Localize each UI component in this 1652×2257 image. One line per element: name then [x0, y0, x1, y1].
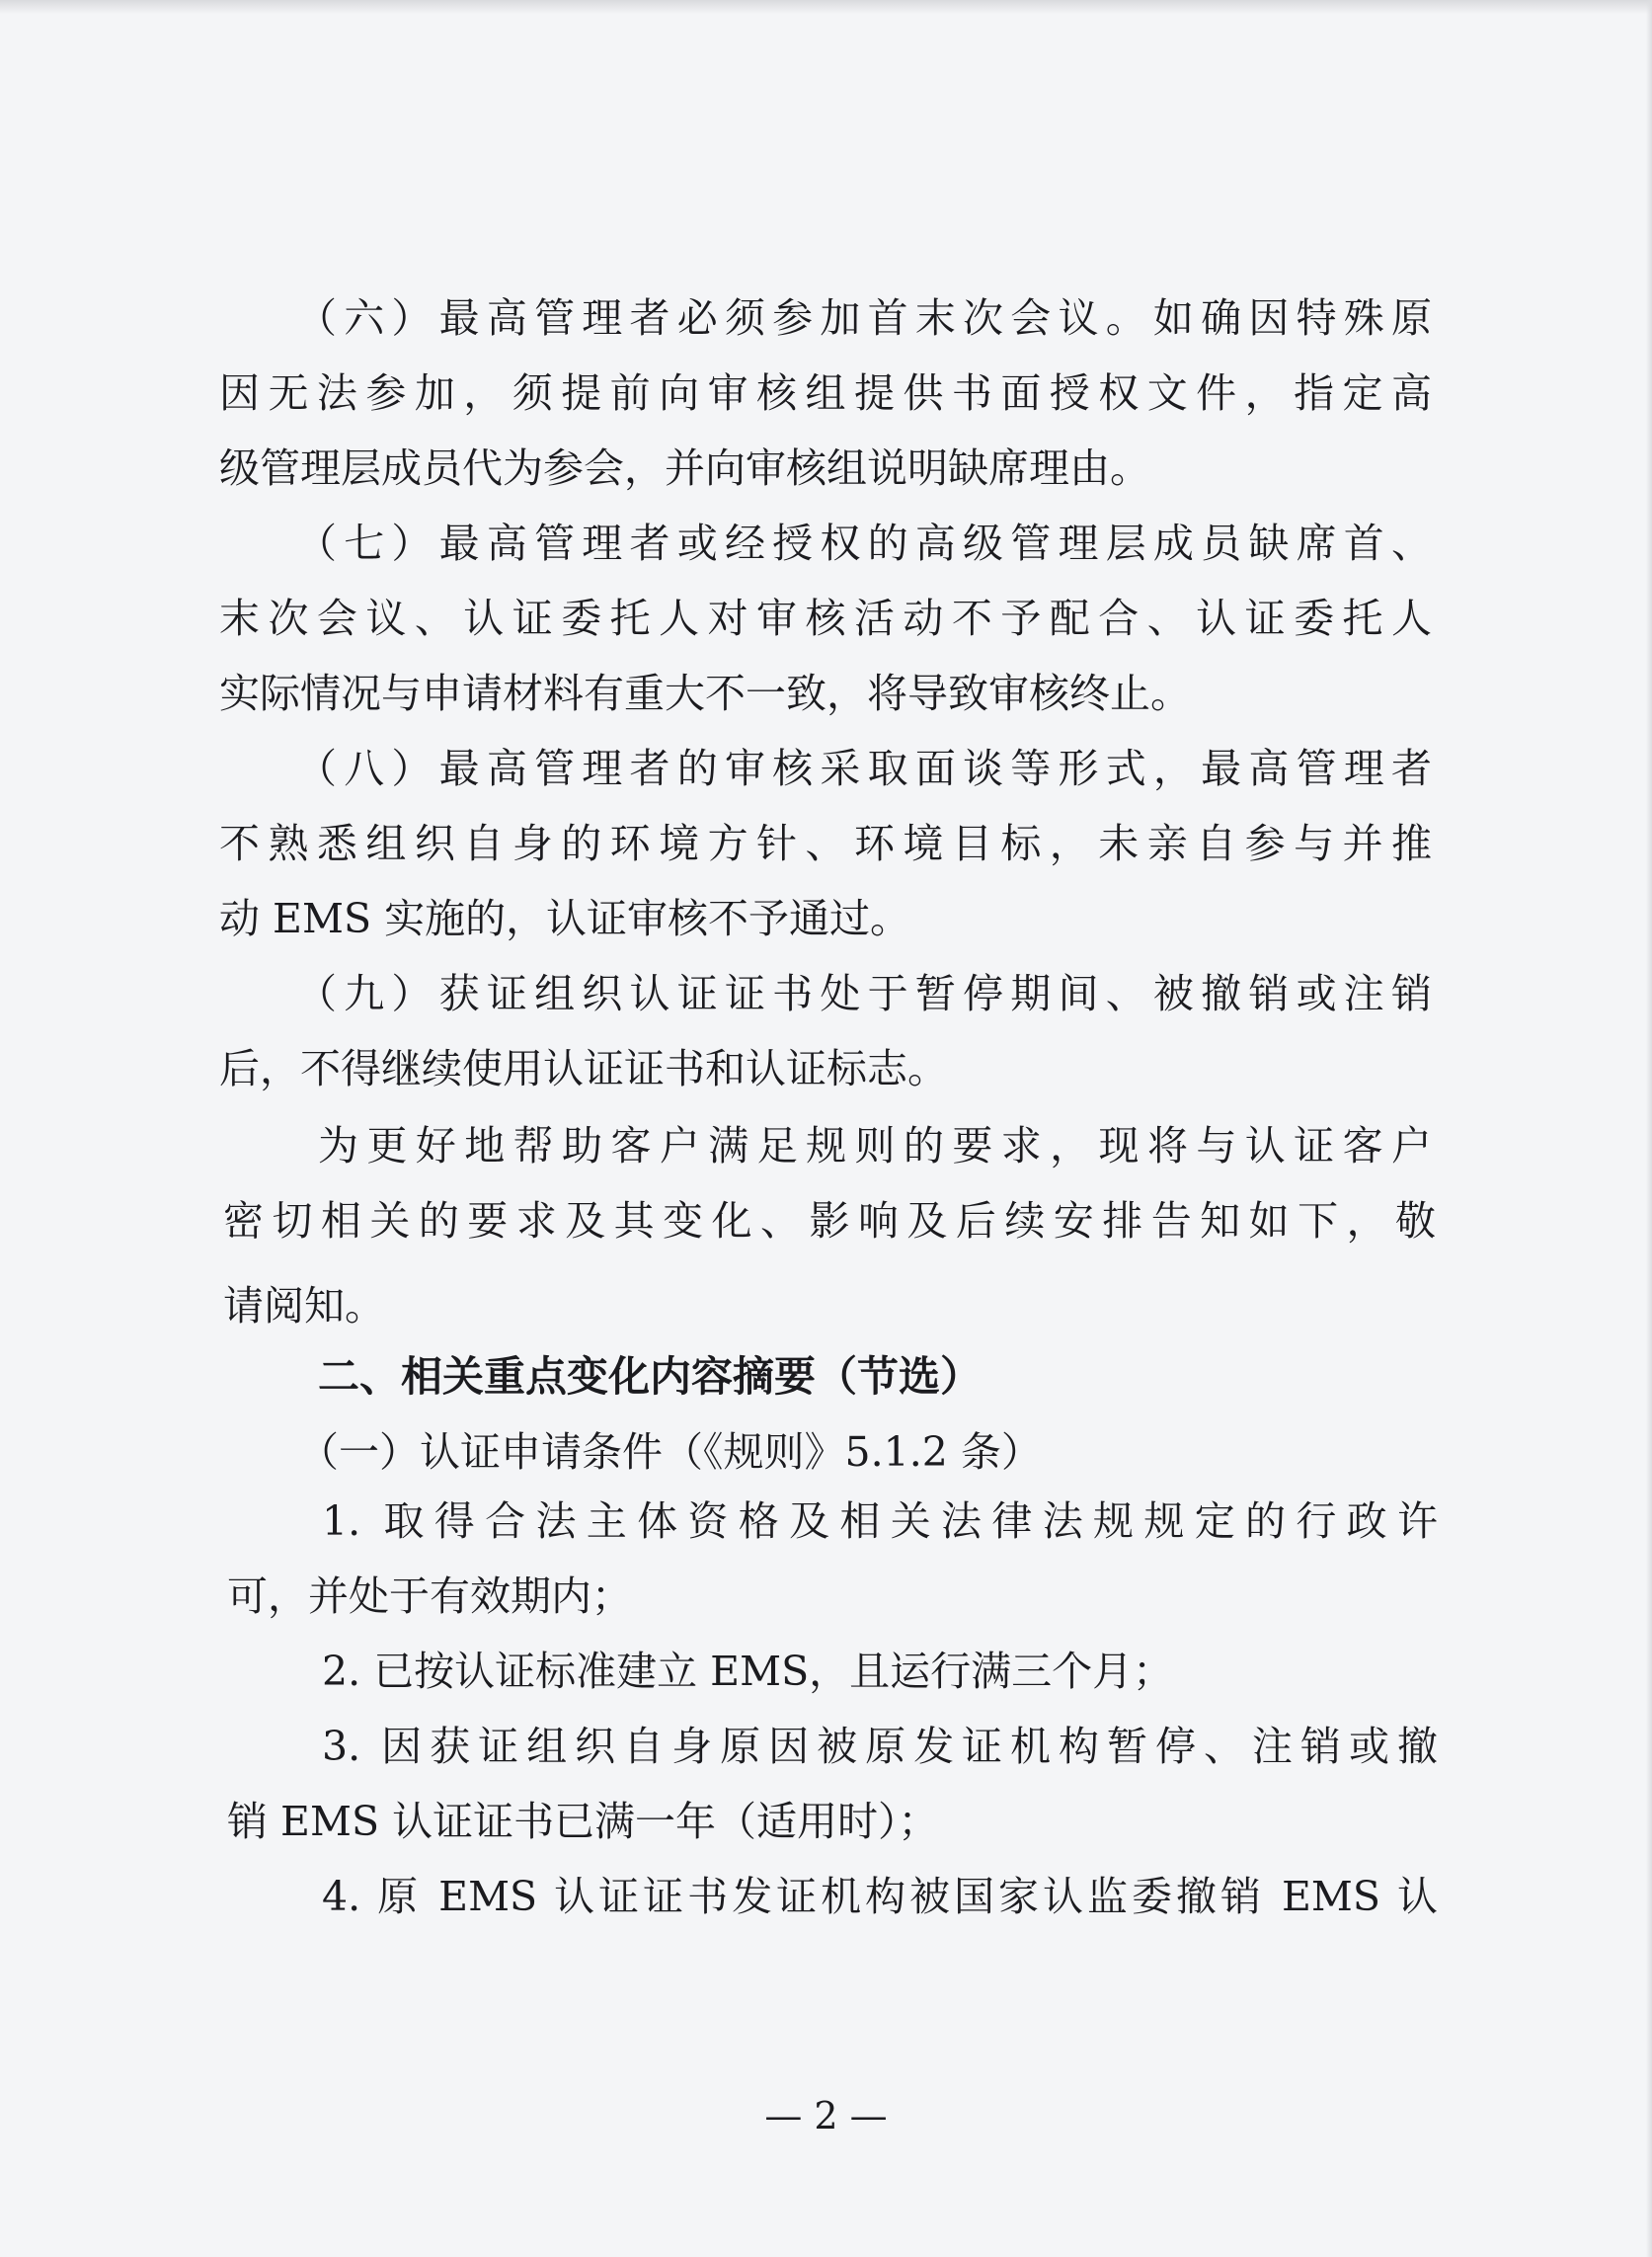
text-line-content: （九）获证组织认证证书处于暂停期间、被撤销或注销 — [296, 970, 1432, 1017]
text-line-content: 动 EMS 实施的，认证审核不予通过。 — [219, 895, 911, 942]
text-line — [0, 731, 1652, 806]
list-item-line — [0, 1709, 1652, 1784]
text-line-content: 因无法参加，须提前向审核组提供书面授权文件，指定高 — [219, 369, 1432, 417]
text-line-content: 末次会议、认证委托人对审核活动不予配合、认证委托人 — [219, 595, 1432, 642]
text-line-content: 级管理层成员代为参会，并向审核组说明缺席理由。 — [219, 444, 1150, 492]
text-line-content: 后，不得继续使用认证证书和认证标志。 — [219, 1045, 948, 1092]
list-item-line — [0, 1484, 1652, 1559]
text-line — [0, 1031, 1652, 1106]
list-item-line — [0, 1859, 1652, 1934]
text-line-content: 3. 因获证组织自身原因被原发证机构暂停、注销或撤 — [322, 1723, 1438, 1770]
text-line-content: 为更好地帮助客户满足规则的要求，现将与认证客户 — [318, 1122, 1432, 1169]
scan-top-shadow — [0, 0, 1652, 14]
subsection-heading-text: （一）认证申请条件（《规则》5.1.2 条） — [298, 1428, 1042, 1476]
text-line — [0, 1183, 1652, 1258]
text-line — [0, 806, 1652, 881]
text-line-content: 密切相关的要求及其变化、影响及后续安排告知如下，敬 — [223, 1197, 1436, 1245]
subsection-heading — [0, 1414, 1652, 1490]
text-line-content: 实际情况与申请材料有重大不一致，将导致审核终止。 — [219, 670, 1191, 717]
text-line-content: （七）最高管理者或经授权的高级管理层成员缺席首、 — [296, 520, 1432, 567]
text-line — [0, 431, 1652, 506]
text-line-content: 2. 已按认证标准建立 EMS，且运行满三个月； — [322, 1648, 1174, 1695]
page-number: — 2 — — [764, 2094, 888, 2137]
text-line — [0, 1268, 1652, 1343]
list-item-line — [0, 1634, 1652, 1709]
section-heading — [0, 1339, 1652, 1414]
text-line — [0, 956, 1652, 1031]
text-line-content: （八）最高管理者的审核采取面谈等形式，最高管理者 — [296, 745, 1432, 792]
text-line-content: 4. 原 EMS 认证证书发证机构被国家认监委撤销 EMS 认 — [322, 1873, 1438, 1920]
list-item-line — [0, 1559, 1652, 1634]
text-line-content: 1. 取得合法主体资格及相关法律法规规定的行政许 — [322, 1497, 1438, 1545]
text-line — [0, 656, 1652, 731]
text-line — [0, 1108, 1652, 1183]
text-line-content: （六）最高管理者必须参加首末次会议。如确因特殊原 — [296, 294, 1432, 342]
text-line — [0, 881, 1652, 956]
text-line — [0, 506, 1652, 581]
text-line-content: 请阅知。 — [223, 1282, 385, 1330]
text-line — [0, 356, 1652, 431]
text-line — [0, 581, 1652, 656]
text-line — [0, 281, 1652, 356]
section-heading-text: 二、相关重点变化内容摘要（节选） — [318, 1352, 983, 1401]
text-line-content: 可，并处于有效期内； — [227, 1572, 632, 1620]
list-item-line — [0, 1784, 1652, 1859]
text-line-content: 销 EMS 认证证书已满一年（适用时）； — [227, 1798, 939, 1845]
text-line-content: 不熟悉组织自身的环境方针、环境目标，未亲自参与并推 — [219, 820, 1432, 867]
